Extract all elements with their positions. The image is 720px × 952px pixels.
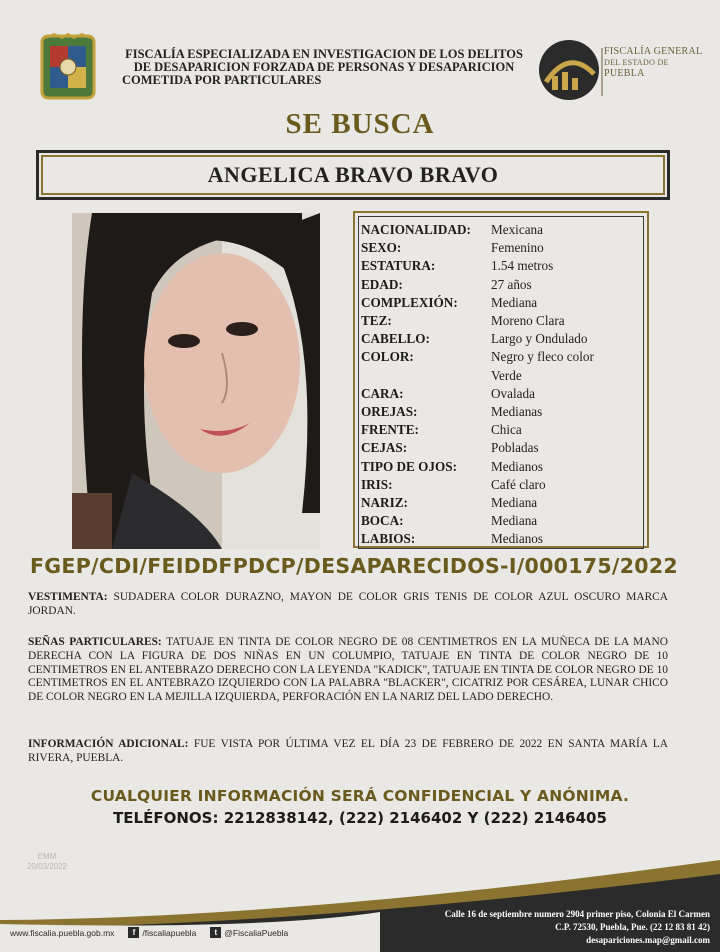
footer-links bbox=[10, 927, 288, 938]
website-link[interactable] bbox=[10, 928, 114, 938]
detail-label bbox=[361, 367, 491, 385]
detail-label: COMPLEXIÓN: bbox=[361, 294, 458, 310]
detail-row bbox=[361, 476, 641, 494]
address-line-1: Calle 16 de septiembre numero 2904 primer piso, Colonia El Carmen bbox=[444, 909, 710, 919]
fiscalia-logo-text bbox=[604, 46, 702, 79]
stamp-date: 20/03/2022 bbox=[26, 862, 68, 871]
additional-info-label: INFORMACIÓN ADICIONAL: bbox=[28, 738, 189, 750]
clothing-text: SUDADERA COLOR DURAZNO, MAYON DE COLOR GRIS TENIS DE COLOR AZUL OSCURO MARCA JORDAN. bbox=[28, 591, 668, 617]
detail-row bbox=[361, 458, 641, 476]
person-name-box bbox=[36, 150, 670, 200]
additional-info-paragraph bbox=[28, 738, 668, 766]
distinguishing-marks-label: SEÑAS PARTICULARES: bbox=[28, 636, 162, 648]
distinguishing-marks-text: TATUAJE EN TINTA DE COLOR NEGRO DE 08 CENTIMETROS EN LA MUÑECA DE LA MANO DERECHA CON LA FIGURA DE DOS NIÑAS EN UN COLUMPIO, TATUAJE EN TINTA DE COLOR NEGRO DE 10 CENTIMETROS EN EL ANTEBRAZO DERECHO CON LA LEYENDA "KADICK", TATUAJE EN TINTA DE COLOR NEGRO DE 10 CENTIMETROS EN EL ANTEBRAZO IZQUIERDO CON LA PALABRA "BLACKER", CICATRIZ POR CESÁREA, LUNAR CHICO DE COLOR NEGRO EN LA MEJILLA IZQUIERDA, PERFORACIÓN EN LA NARIZ DEL LADO DERECHO. bbox=[28, 636, 668, 704]
detail-row bbox=[361, 385, 641, 403]
detail-value: Verde bbox=[491, 367, 522, 383]
detail-label: LABIOS: bbox=[361, 531, 416, 547]
detail-label: COLOR: bbox=[361, 349, 414, 365]
detail-row bbox=[361, 530, 641, 548]
detail-value: Femenino bbox=[491, 240, 544, 256]
agency-line-3: COMETIDA POR PARTICULARES bbox=[122, 73, 322, 87]
logo-line-2: DEL ESTADO DE bbox=[604, 58, 669, 67]
detail-value: Moreno Clara bbox=[491, 313, 565, 329]
detail-value: Negro y fleco color bbox=[491, 349, 594, 365]
detail-label: ESTATURA: bbox=[361, 258, 436, 274]
address-line-2: C.P. 72530, Puebla, Pue. (22 12 83 81 42) bbox=[555, 922, 710, 932]
person-photo bbox=[72, 213, 320, 549]
distinguishing-marks-paragraph bbox=[28, 636, 668, 705]
twitter-icon: t bbox=[210, 927, 221, 938]
detail-row bbox=[361, 221, 641, 239]
confidential-notice: CUALQUIER INFORMACIÓN SERÁ CONFIDENCIAL Y ANÓNIMA. bbox=[90, 787, 630, 805]
detail-label: CABELLO: bbox=[361, 331, 430, 347]
detail-row bbox=[361, 239, 641, 257]
detail-row bbox=[361, 439, 641, 457]
detail-label: BOCA: bbox=[361, 513, 404, 529]
website-text: www.fiscalia.puebla.gob.mx bbox=[10, 927, 115, 938]
detail-value: Mediana bbox=[491, 495, 538, 511]
detail-row bbox=[361, 421, 641, 439]
poster-title: SE BUSCA bbox=[285, 108, 435, 140]
detail-value: Pobladas bbox=[491, 440, 539, 456]
detail-label: TEZ: bbox=[361, 313, 392, 329]
facebook-text: /fiscaliapuebla bbox=[142, 927, 197, 938]
facebook-icon: f bbox=[128, 927, 139, 938]
person-name: ANGELICA BRAVO BRAVO bbox=[207, 162, 499, 187]
contact-phones: TELÉFONOS: 2212838142, (222) 2146402 Y (222) 2146405 bbox=[113, 809, 607, 827]
contact-email[interactable]: desapariciones.map@gmail.com bbox=[586, 935, 710, 945]
case-number: FGEP/CDI/FEIDDFPDCP/DESAPARECIDOS-I/000175/2022 bbox=[30, 554, 678, 578]
facebook-link[interactable] bbox=[128, 927, 196, 938]
detail-label: NACIONALIDAD: bbox=[361, 222, 471, 237]
detail-row bbox=[361, 330, 641, 348]
detail-value: 1.54 metros bbox=[491, 258, 554, 274]
detail-label: FRENTE: bbox=[361, 422, 419, 438]
physical-details-box bbox=[353, 211, 649, 548]
detail-value: Mediana bbox=[491, 294, 538, 310]
detail-label: SEXO: bbox=[361, 240, 402, 256]
detail-row bbox=[361, 494, 641, 512]
detail-value: Medianas bbox=[491, 404, 543, 420]
detail-row bbox=[361, 257, 641, 275]
clothing-paragraph bbox=[28, 591, 668, 619]
state-seal-logo bbox=[40, 32, 96, 102]
detail-label: IRIS: bbox=[361, 476, 393, 492]
detail-label: EDAD: bbox=[361, 276, 403, 292]
detail-label: CARA: bbox=[361, 385, 404, 401]
detail-label: CEJAS: bbox=[361, 440, 408, 456]
twitter-text: @FiscaliaPuebla bbox=[224, 927, 289, 938]
photo-illustration bbox=[72, 213, 320, 549]
logo-line-1: FISCALÍA GENERAL bbox=[604, 46, 703, 57]
detail-row bbox=[361, 348, 641, 366]
detail-row bbox=[361, 312, 641, 330]
detail-row bbox=[361, 403, 641, 421]
detail-label: TIPO DE OJOS: bbox=[361, 458, 457, 474]
detail-row bbox=[361, 512, 641, 530]
detail-value: 27 años bbox=[491, 276, 532, 292]
stamp-initials: EMM bbox=[37, 852, 57, 861]
detail-value: Mediana bbox=[491, 513, 538, 529]
agency-line-1: FISCALÍA ESPECIALIZADA EN INVESTIGACION DE LOS DELITOS bbox=[125, 47, 523, 61]
additional-info-text: FUE VISTA POR ÚLTIMA VEZ EL DÍA 23 DE FEBRERO DE 2022 EN SANTA MARÍA LA RIVERA, PUEBLA. bbox=[28, 738, 668, 764]
detail-row bbox=[361, 367, 641, 385]
logo-line-3: PUEBLA bbox=[604, 68, 645, 79]
details-list bbox=[358, 216, 644, 549]
clothing-label: VESTIMENTA: bbox=[28, 591, 108, 603]
twitter-link[interactable] bbox=[210, 927, 288, 938]
detail-row bbox=[361, 276, 641, 294]
detail-value: Largo y Ondulado bbox=[491, 331, 588, 347]
agency-line-2: DE DESAPARICION FORZADA DE PERSONAS Y DESAPARICION bbox=[133, 60, 515, 74]
detail-label: OREJAS: bbox=[361, 404, 418, 420]
agency-title bbox=[114, 48, 534, 87]
detail-value: Café claro bbox=[491, 476, 546, 492]
detail-label: NARIZ: bbox=[361, 495, 408, 511]
detail-value: Medianos bbox=[491, 531, 544, 547]
footer-address bbox=[445, 908, 710, 947]
detail-value: Mexicana bbox=[491, 222, 543, 237]
detail-value: Medianos bbox=[491, 458, 544, 474]
detail-row bbox=[361, 294, 641, 312]
detail-value: Ovalada bbox=[491, 385, 535, 401]
detail-value: Chica bbox=[491, 422, 522, 438]
